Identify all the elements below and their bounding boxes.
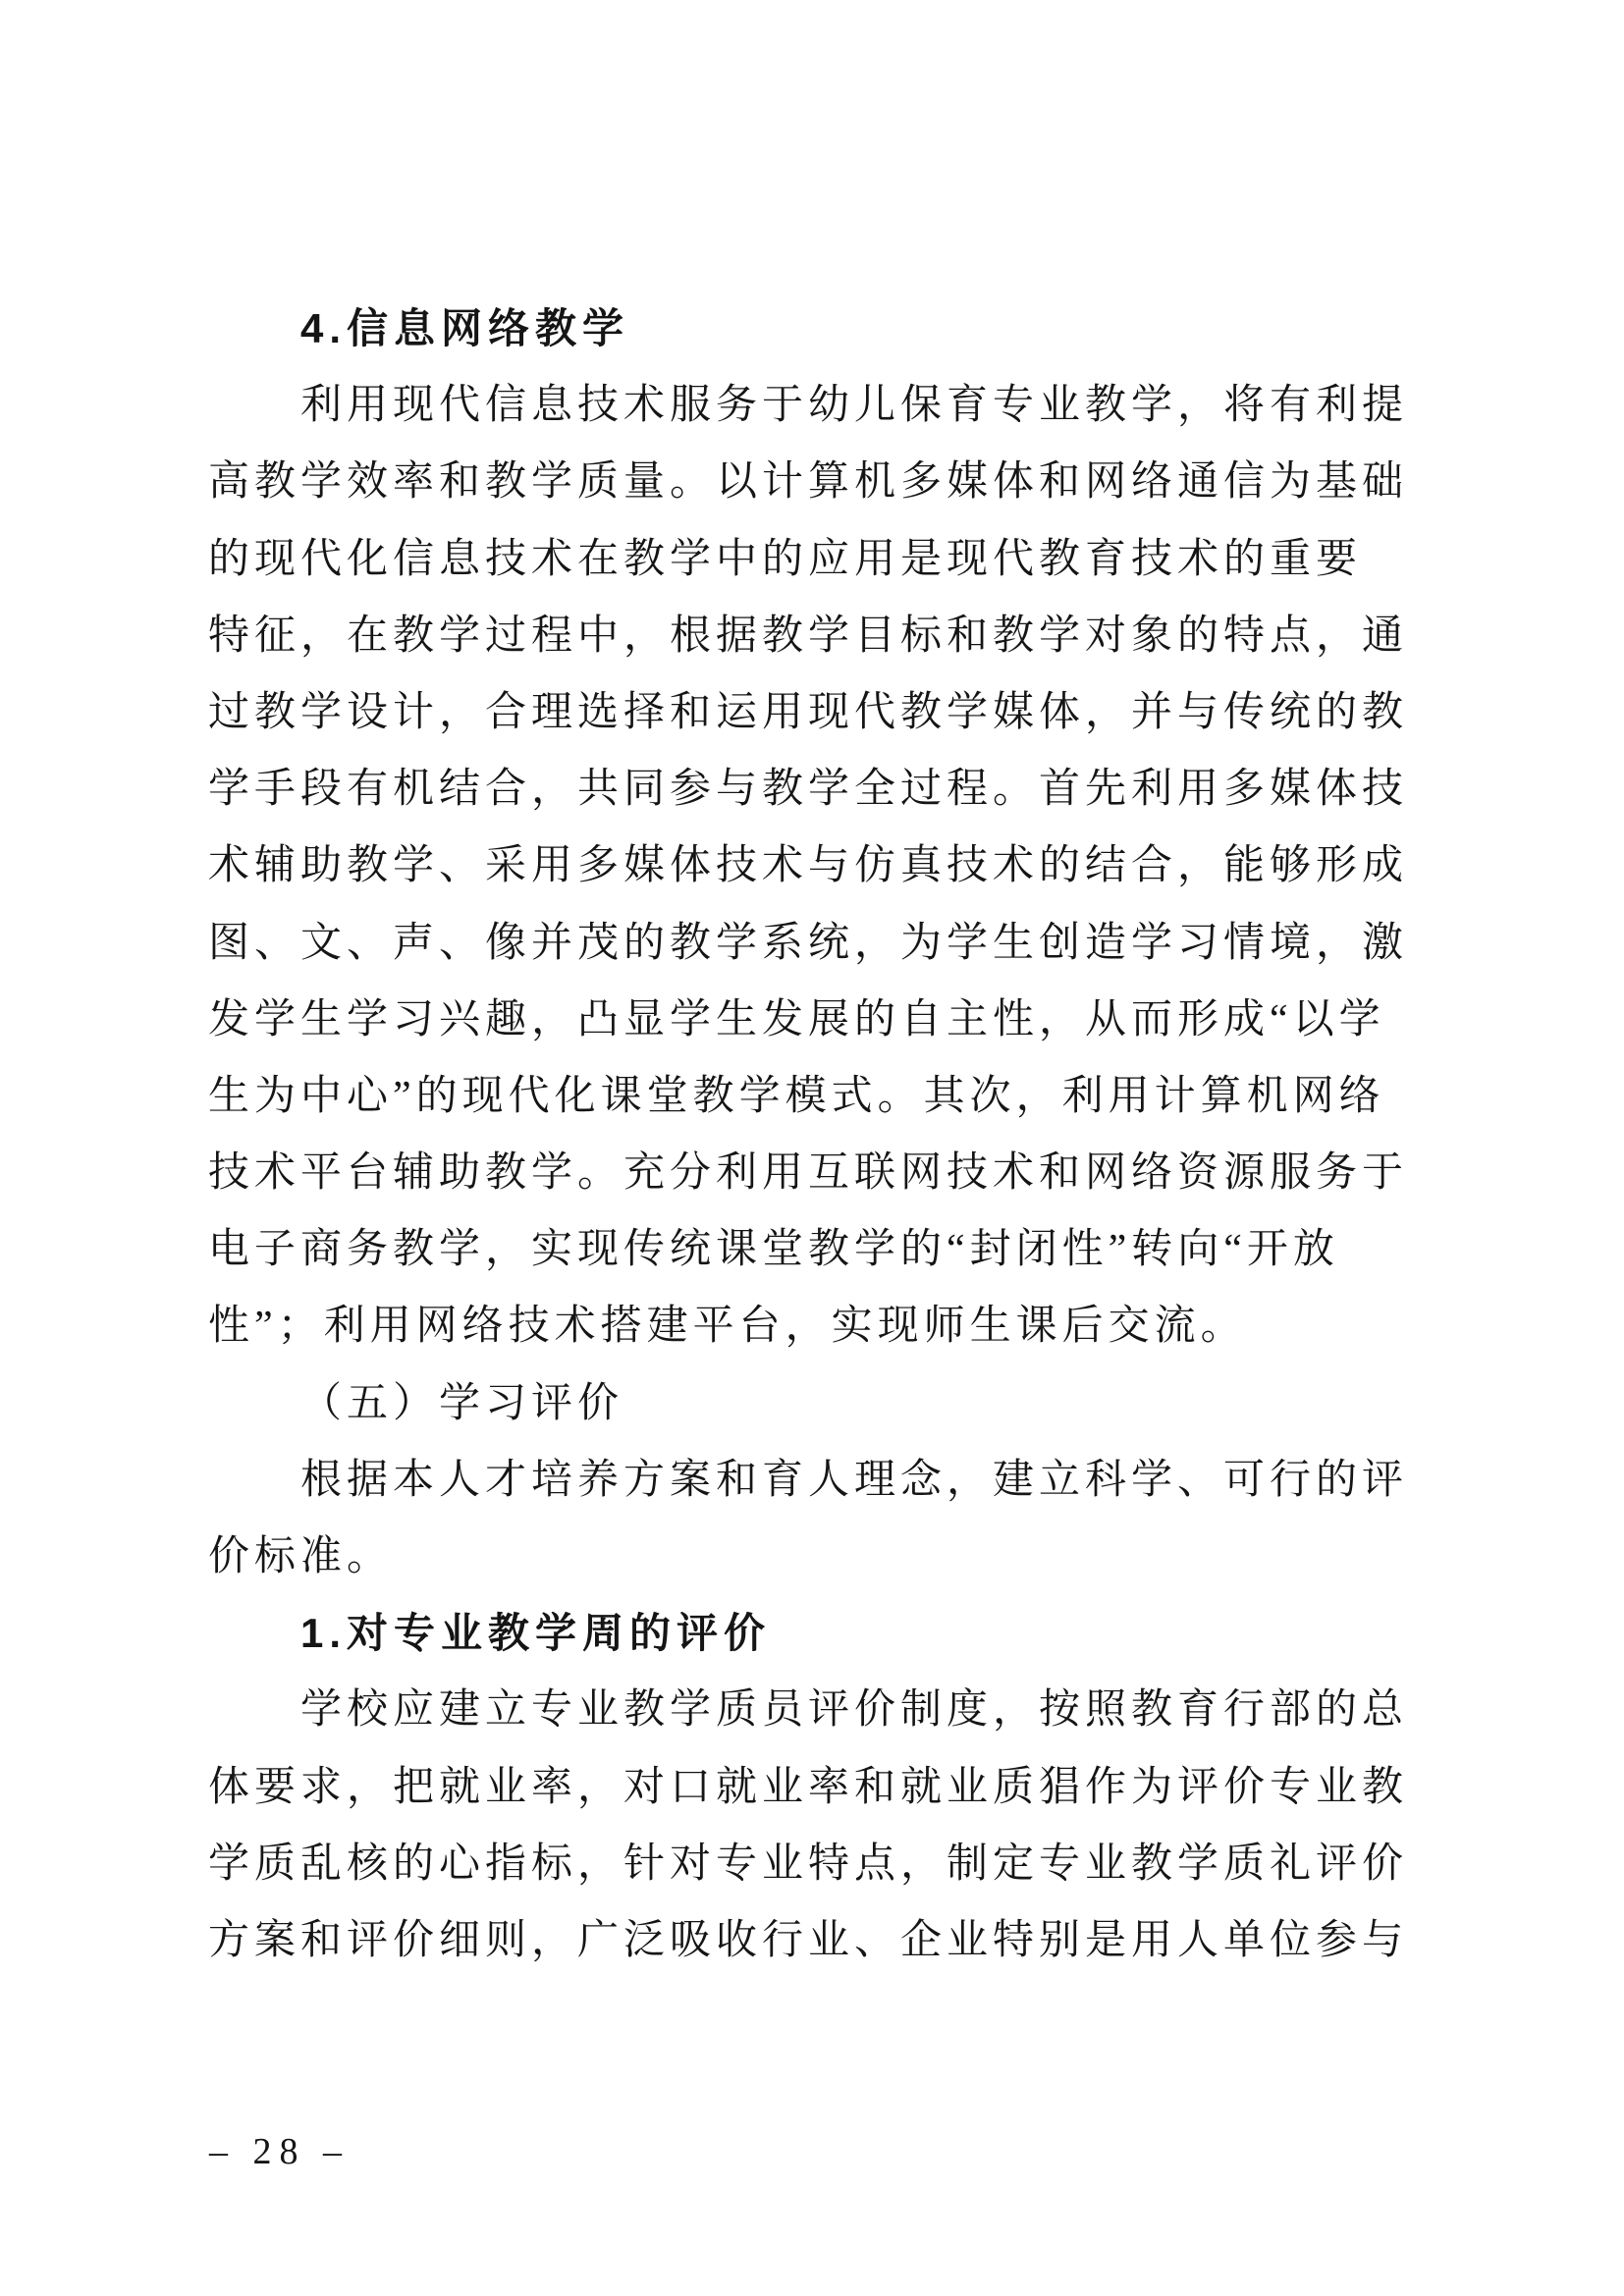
text-line: 技术平台辅助教学。充分利用互联网技术和网络资源服务于: [208, 1150, 1409, 1197]
text-line: 生为中心”的现代化课堂教学模式。其次，利用计算机网络: [208, 1073, 1385, 1119]
text-line: 根据本人才培养方案和育人理念，建立科学、可行的评: [300, 1457, 1409, 1503]
text-line: 学质乱核的心指标，针对专业特点，制定专业教学质礼评价: [208, 1841, 1409, 1887]
text-line: 利用现代信息技术服务于幼儿保育专业教学，将有利提: [300, 383, 1409, 429]
text-line: 性”；利用网络技术搭建平台，实现师生课后交流。: [208, 1304, 1247, 1350]
text-line: 学校应建立专业教学质员评价制度，按照教育行部的总: [300, 1687, 1409, 1734]
text-line: 特征，在教学过程中，根据教学目标和教学对象的特点，通: [208, 613, 1409, 659]
text-line: 图、文、声、像并茂的教学系统，为学生创造学习情境，激: [208, 920, 1409, 966]
document-body: [208, 291, 1410, 1979]
text-line: 过教学设计，合理选择和运用现代教学媒体，并与传统的教: [208, 689, 1409, 735]
text-line: 方案和评价细则，广泛吸收行业、企业特别是用人单位参与: [208, 1917, 1409, 1963]
text-line: 术辅助教学、采用多媒体技术与仿真技术的结合，能够形成: [208, 843, 1409, 889]
text-line: 的现代化信息技术在教学中的应用是现代教育技术的重要: [208, 536, 1363, 582]
section-heading: 1.对专业教学周的评价: [300, 1610, 772, 1657]
text-line: （五）学习评价: [300, 1380, 624, 1426]
text-line: 价标准。: [208, 1534, 394, 1579]
text-line: 学手段有机结合，共同参与教学全过程。首先利用多媒体技: [208, 767, 1409, 813]
section-heading: 4.信息网络教学: [300, 305, 630, 351]
page-number: – 28 –: [209, 2131, 350, 2172]
text-line: 体要求，把就业率，对口就业率和就业质猖作为评价专业教: [208, 1764, 1409, 1810]
text-line: 发学生学习兴趣，凸显学生发展的自主性，从而形成“以学: [208, 996, 1385, 1042]
text-line: 高教学效率和教学质量。以计算机多媒体和网络通信为基础: [208, 459, 1409, 506]
text-line: 电子商务教学，实现传统课堂教学的“封闭性”转向“开放: [208, 1227, 1339, 1273]
